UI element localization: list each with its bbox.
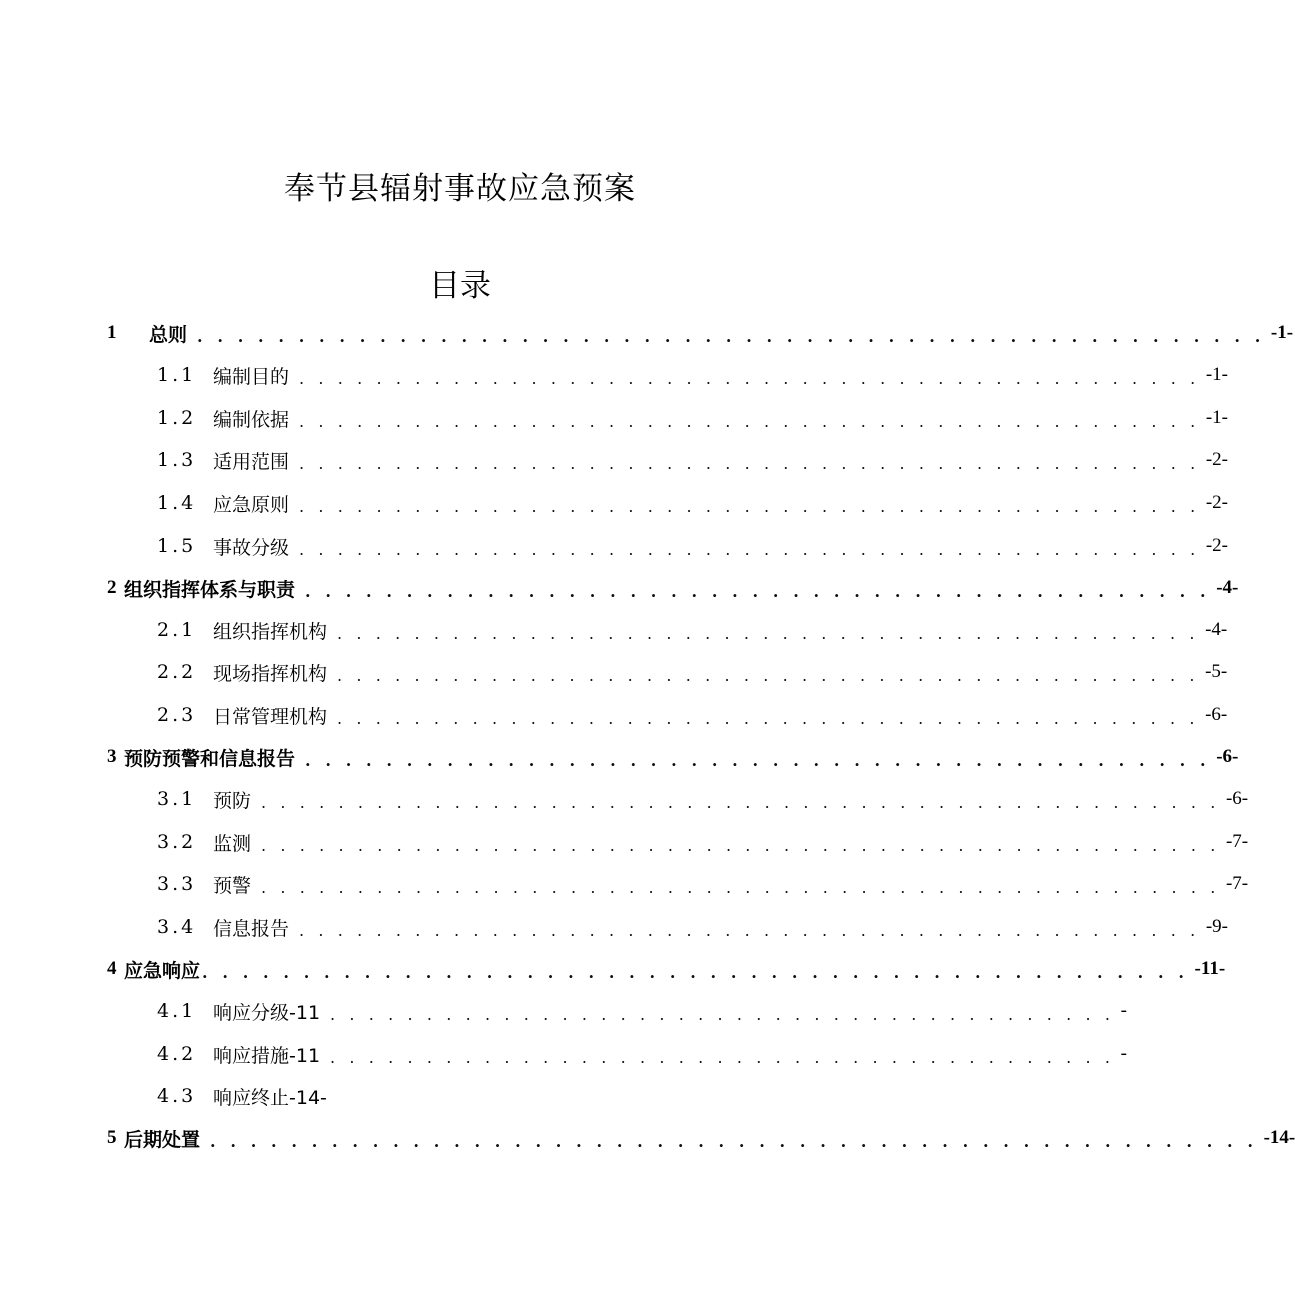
- toc-entry-title: 编制依据: [213, 408, 290, 431]
- toc-leader-dots: . . . . . . . . . . . . . . . . . . . . . . . . . . . . . . . . . . . . . . . . . . . . . . . . . .: [261, 836, 1220, 855]
- toc-entry-title: 编制目的: [213, 365, 290, 388]
- toc-entry-number: 2.2: [157, 661, 197, 683]
- toc-page-number: -4-: [1216, 577, 1239, 598]
- toc-entry-number: 2.3: [157, 704, 197, 726]
- toc-page-number: -1-: [1270, 322, 1294, 343]
- toc-page-number: -5-: [1205, 661, 1228, 682]
- toc-entry-title: 响应分级-11: [213, 1001, 321, 1024]
- toc-leader-dots: . . . . . . . . . . . . . . . . . . . . . . . . . . . . . . . . . . . . . . . . . . . . .: [337, 666, 1200, 685]
- toc-entry-title: 日常管理机构: [213, 705, 328, 728]
- toc-entry-number: 4: [107, 958, 117, 979]
- toc-entry-number: 1.2: [157, 407, 197, 429]
- toc-page-number: -2-: [1205, 535, 1228, 556]
- toc-entry-title: 组织指挥体系与职责: [124, 578, 296, 601]
- toc-page-number: -: [1120, 1000, 1127, 1021]
- toc-leader-dots: . . . . . . . . . . . . . . . . . . . . . . . . . . . . . . . . . . . . . . . . . . . . . . . . . .: [261, 793, 1220, 812]
- toc-entry-title: 总则: [149, 323, 188, 346]
- toc-leader-dots: . . . . . . . . . . . . . . . . . . . . . . . . . . . . . . . . . . . . . . . . . . . . . . .: [299, 369, 1200, 388]
- toc-entry-title: 信息报告: [213, 917, 290, 940]
- toc-entry-section-1-2[interactable]: [157, 403, 1228, 433]
- toc-entry-section-3-1[interactable]: [157, 784, 1249, 814]
- toc-entry-number: 4.2: [157, 1043, 197, 1065]
- toc-leader-dots: . . . . . . . . . . . . . . . . . . . . . . . . . . . . . . . . . . . . . . . . .: [330, 1048, 1115, 1067]
- toc-entry-number: 5: [107, 1127, 117, 1148]
- toc-leader-dots: . . . . . . . . . . . . . . . . . . . . . . . . . . . . . . . . . . . . . . . . .: [330, 1005, 1115, 1024]
- toc-entry-section-3-2[interactable]: [157, 827, 1249, 857]
- toc-leader-dots: . . . . . . . . . . . . . . . . . . . . . . . . . . . . . . . . . . . . . . . . . . . . . . . . . . . .: [210, 1132, 1258, 1151]
- toc-entry-number: 3: [107, 746, 117, 767]
- toc-page-number: -4-: [1205, 619, 1228, 640]
- toc-page-number: -11-: [1194, 958, 1226, 979]
- toc-page-number: -7-: [1225, 831, 1249, 852]
- toc-page-number: -14-: [1263, 1127, 1295, 1148]
- document-title: 奉节县辐射事故应急预案: [284, 171, 636, 207]
- toc-entry-title: 应急原则: [213, 493, 290, 516]
- toc-entry-title: 预警: [213, 874, 252, 897]
- toc-entry-title: 监测: [213, 832, 252, 855]
- toc-entry-title: 现场指挥机构: [213, 662, 328, 685]
- toc-entry-title: 预防预警和信息报告: [124, 747, 296, 770]
- toc-leader-dots: . . . . . . . . . . . . . . . . . . . . . . . . . . . . . . . . . . . . . . . . . . . . . . .: [299, 921, 1200, 940]
- toc-entry-section-4-2[interactable]: [157, 1039, 1127, 1069]
- toc-page-number: -: [1120, 1043, 1127, 1064]
- toc-page-number: -6-: [1225, 788, 1249, 809]
- toc-entry-title: 事故分级: [213, 536, 290, 559]
- toc-entry-section-1-3[interactable]: [157, 445, 1228, 475]
- toc-entry-section-4-1[interactable]: [157, 996, 1127, 1026]
- toc-leader-dots: . . . . . . . . . . . . . . . . . . . . . . . . . . . . . . . . . . . . . . . . . . . . .: [337, 709, 1200, 728]
- toc-entry-section-1-4[interactable]: [157, 488, 1228, 518]
- toc-entry-section-3-4[interactable]: [157, 912, 1228, 942]
- toc-page-number: -1-: [1205, 407, 1228, 428]
- toc-page-number: -6-: [1205, 704, 1228, 725]
- toc-entry-title: 响应终止-14-: [213, 1086, 327, 1109]
- toc-entry-title: 适用范围: [213, 450, 290, 473]
- toc-entry-number: 1.1: [157, 364, 197, 386]
- toc-leader-dots: . . . . . . . . . . . . . . . . . . . . . . . . . . . . . . . . . . . . . . . . . . . . .: [337, 624, 1200, 643]
- toc-leader-dots: . . . . . . . . . . . . . . . . . . . . . . . . . . . . . . . . . . . . . . . . . . . . . . . . .: [202, 963, 1189, 982]
- toc-leader-dots: . . . . . . . . . . . . . . . . . . . . . . . . . . . . . . . . . . . . . . . . . . . . . . .: [299, 412, 1200, 431]
- toc-entry-number: 3.1: [157, 788, 197, 810]
- toc-entry-chapter-5[interactable]: [107, 1123, 1295, 1153]
- toc-entry-number: 1.3: [157, 449, 197, 471]
- toc-entry-section-4-3[interactable]: [157, 1081, 457, 1111]
- toc-entry-chapter-4[interactable]: [107, 954, 1226, 984]
- toc-entry-title: 响应措施-11: [213, 1044, 321, 1067]
- toc-entry-chapter-2[interactable]: [107, 573, 1239, 603]
- toc-leader-dots: . . . . . . . . . . . . . . . . . . . . . . . . . . . . . . . . . . . . . . . . . . . . . . .: [299, 454, 1200, 473]
- toc-entry-number: 3.2: [157, 831, 197, 853]
- toc-page-number: -9-: [1205, 916, 1228, 937]
- toc-page-number: -2-: [1205, 492, 1228, 513]
- toc-entry-number: 1.5: [157, 535, 197, 557]
- toc-entry-section-1-5[interactable]: [157, 531, 1228, 561]
- toc-page-number: -6-: [1216, 746, 1239, 767]
- toc-page-number: -1-: [1205, 364, 1228, 385]
- toc-leader-dots: . . . . . . . . . . . . . . . . . . . . . . . . . . . . . . . . . . . . . . . . . . . . . . .: [299, 540, 1200, 559]
- toc-leader-dots: . . . . . . . . . . . . . . . . . . . . . . . . . . . . . . . . . . . . . . . . . . . . . . . . . . . . .: [197, 327, 1265, 346]
- toc-entry-chapter-3[interactable]: [107, 742, 1239, 772]
- toc-entry-title: 后期处置: [124, 1128, 201, 1151]
- toc-entry-number: 3.4: [157, 916, 197, 938]
- toc-entry-section-3-3[interactable]: [157, 869, 1249, 899]
- toc-entry-number: 2.1: [157, 619, 197, 641]
- toc-entry-title: 预防: [213, 789, 252, 812]
- toc-leader-dots: . . . . . . . . . . . . . . . . . . . . . . . . . . . . . . . . . . . . . . . . . . . . .: [305, 751, 1211, 770]
- toc-leader-dots: . . . . . . . . . . . . . . . . . . . . . . . . . . . . . . . . . . . . . . . . . . . . . . .: [299, 497, 1200, 516]
- toc-page-number: -2-: [1205, 449, 1228, 470]
- toc-entry-number: 3.3: [157, 873, 197, 895]
- toc-entry-number: 1.4: [157, 492, 197, 514]
- toc-entry-number: 2: [107, 577, 117, 598]
- toc-entry-number: 4.1: [157, 1000, 197, 1022]
- toc-entry-number: 4.3: [157, 1085, 197, 1107]
- toc-entry-section-2-3[interactable]: [157, 700, 1228, 730]
- toc-page-number: -7-: [1225, 873, 1249, 894]
- toc-entry-title: 组织指挥机构: [213, 620, 328, 643]
- toc-entry-section-2-2[interactable]: [157, 657, 1228, 687]
- toc-entry-section-2-1[interactable]: [157, 615, 1228, 645]
- toc-heading: 目录: [429, 268, 491, 304]
- toc-entry-chapter-1[interactable]: [107, 318, 1294, 348]
- toc-leader-dots: . . . . . . . . . . . . . . . . . . . . . . . . . . . . . . . . . . . . . . . . . . . . .: [305, 582, 1211, 601]
- toc-leader-dots: . . . . . . . . . . . . . . . . . . . . . . . . . . . . . . . . . . . . . . . . . . . . . . . . . .: [261, 878, 1220, 897]
- toc-entry-title: 应急响应: [124, 959, 201, 982]
- toc-entry-section-1-1[interactable]: [157, 360, 1228, 390]
- toc-entry-number: 1: [107, 322, 117, 343]
